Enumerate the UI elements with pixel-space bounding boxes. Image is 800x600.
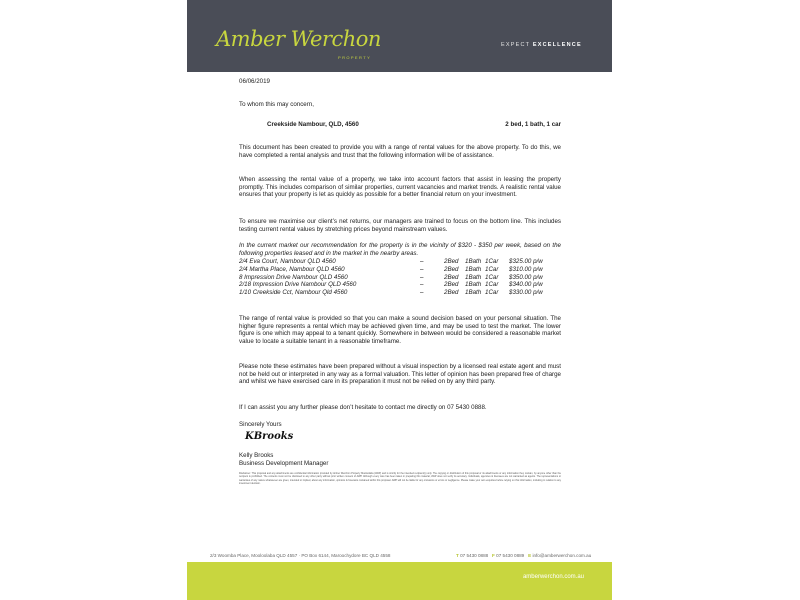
comparable-car: 1Car [485, 289, 499, 297]
comparable-bath: 1Bath [465, 258, 482, 265]
comparable-address: 1/10 Creekside Cct, Nambour Qld 4560 [239, 289, 348, 297]
paragraph-contact: If I can assist you any further please don’t hesitate to contact me directly on 07 5430 0888. [239, 404, 487, 412]
comparable-car: 1Car [485, 281, 499, 289]
comparable-price: $330.00 p/w [509, 289, 543, 297]
comparable-bath: 1Bath [465, 289, 482, 297]
footer-email-link[interactable]: info@amberwerchon.com.au [532, 553, 592, 558]
comparable-address: 8 Impression Drive Nambour QLD 4560 [239, 273, 348, 281]
tagline-expect: EXPECT [501, 42, 531, 48]
closing: Sincerely Yours [239, 421, 282, 429]
comparable-dash: – [420, 281, 424, 289]
comparable-price: $325.00 p/w [509, 258, 543, 265]
brand-logo-subtitle: PROPERTY [338, 55, 372, 60]
comparable-dash: – [420, 258, 424, 265]
letter-page [187, 0, 612, 600]
comparable-dash: – [420, 289, 424, 297]
table-row [239, 289, 561, 297]
signer-name: Kelly Brooks [239, 452, 274, 459]
tagline [501, 42, 582, 48]
paragraph-range: The range of rental value is provided so that you can make a sound decision based on your personal situation. The higher figure represents a rental which may be achieved given time, and may be used to test the market. The lower figure is one which may appeal to a tenant quickly. Somewhere in between would be considered a reasonable market value to locate a suitable tenant in a reasonable timeframe. [239, 315, 561, 345]
disclaimer-text: Disclaimer: This proposal and any attachments are confidential information provided by Amber Werchon Property Mooloolaba (AWP) and is strictly for the intended recipient(s) only. The copying or distribution of this proposal or its attachments or any information they contain, by anyone other than the recipient is prohibited. The contents must not be disclosed to any other party without prior written consent of AWP. Although every care has been taken in preparing this material, AWP does not verify its accuracy. Individuals, agencies & licensees are not warranted as agents. The representations or warranties of any nature whatsoever are given, intended or implied, about any information, opinions & forecasts contained within this proposal. AWP will not be liable for any omissions or errors or negligence. Please make your own enquiries before relying on this information, including in relation to any investment decision. [239, 472, 561, 485]
comparable-dash: – [420, 265, 424, 273]
comparable-car: 1Car [485, 258, 499, 265]
comparable-car: 1Car [485, 265, 499, 273]
fax-label: F [492, 553, 495, 558]
table-row [239, 258, 561, 266]
paragraph-estimates-note: Please note these estimates have been prepared without a visual inspection by a licensed real estate agent and must not be held out or interpreted in any way as a formal valuation. This letter of opinion has been prepared free of charge and whilst we have exercised care in its preparation it must not be relied on by any third party. [239, 363, 561, 386]
signature: KBrooks [245, 431, 294, 442]
property-heading [267, 121, 561, 128]
paragraph-recommendation: In the current market our recommendation for the property is in the vicinity of $320 - $350 per week, based on the following properties leased and in the market in the nearby areas. [239, 242, 561, 257]
comparable-bath: 1Bath [465, 281, 482, 289]
comparable-bed: 2Bed [444, 273, 459, 281]
phone-label: T [456, 553, 459, 558]
signer-title: Business Development Manager [239, 459, 329, 467]
paragraph-intro: This document has been created to provide you with a range of rental values for the above property. To do this, we have completed a rental analysis and trust that the following information will be of assistance. [239, 144, 561, 159]
comparable-price: $310.00 p/w [509, 265, 543, 273]
comparable-bed: 2Bed [444, 281, 459, 289]
footer-website-link[interactable]: amberwerchon.com.au [522, 574, 584, 580]
comparable-bed: 2Bed [444, 289, 459, 297]
comparable-dash: – [420, 273, 424, 281]
letterhead-banner [187, 0, 612, 72]
comparable-address: 2/18 Impression Drive Nambour QLD 4560 [239, 281, 357, 289]
footer-bar [187, 562, 612, 600]
comparable-bath: 1Bath [465, 273, 482, 281]
signer-block [239, 452, 328, 467]
email-label: E [528, 553, 532, 558]
comparable-address: 2/4 Eva Court, Nambour QLD 4560 [239, 258, 336, 265]
paragraph-assessment: When assessing the rental value of a property, we take into account factors that assist in leasing the property promptly. This includes comparison of similar properties, current vacancies and market trends. A realistic rental value ensures that your property is let as quickly as possible for a better financial return on your investment. [239, 176, 561, 199]
comparable-bath: 1Bath [465, 265, 482, 273]
comparable-price: $350.00 p/w [509, 273, 543, 281]
comparable-address: 2/4 Martha Place, Nambour QLD 4560 [239, 265, 345, 273]
salutation: To whom this may concern, [239, 101, 314, 108]
property-address: Creekside Nambour, QLD, 4560 [267, 121, 359, 128]
comparable-bed: 2Bed [444, 265, 459, 273]
footer-fax: 07 5430 0889 [496, 553, 525, 558]
table-row [239, 266, 561, 274]
table-row [239, 274, 561, 282]
footer-address: 2/3 Woomba Place, Mooloolaba QLD 4557 · PO Box 6144, Maroochydore BC QLD 4558 [210, 553, 391, 558]
table-row [239, 281, 561, 289]
footer-contact [456, 553, 591, 558]
comparables-table [239, 258, 561, 297]
tagline-excellence: EXCELLENCE [532, 42, 582, 48]
letter-date: 06/06/2019 [239, 78, 270, 85]
comparable-price: $340.00 p/w [509, 281, 543, 289]
paragraph-net-returns: To ensure we maximise our client’s net returns, our managers are trained to focus on the bottom line. This includes testing current rental values by stretching prices beyond mainstream values. [239, 218, 561, 233]
comparable-bed: 2Bed [444, 258, 459, 265]
brand-logo: Amber Werchon [216, 27, 381, 51]
comparable-car: 1Car [485, 273, 499, 281]
footer-phone[interactable]: 07 5430 0888 [460, 553, 489, 558]
property-specs: 2 bed, 1 bath, 1 car [505, 121, 561, 128]
